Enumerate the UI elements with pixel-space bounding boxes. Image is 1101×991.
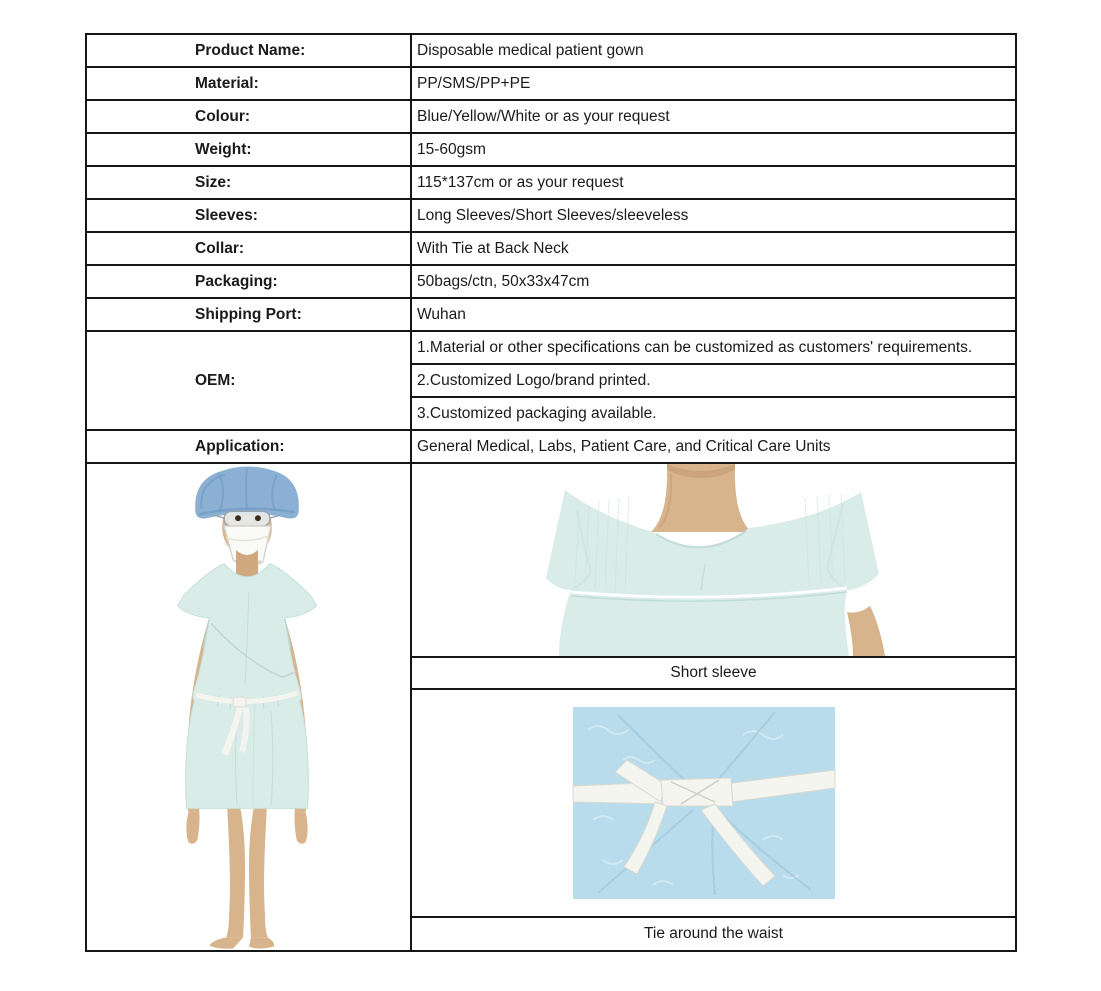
spec-label-shipping-port: Shipping Port: [86, 298, 411, 331]
short-sleeve-photo-cell [411, 463, 1016, 657]
spec-value-material: PP/SMS/PP+PE [411, 67, 1016, 100]
spec-row-size [86, 166, 1016, 199]
spec-value-shipping-port: Wuhan [411, 298, 1016, 331]
spec-label-size: Size: [86, 166, 411, 199]
spec-label-collar: Collar: [86, 232, 411, 265]
spec-row-weight [86, 133, 1016, 166]
patient-gown-mannequin-photo [88, 464, 410, 950]
short-sleeve-closeup-photo [413, 464, 1014, 656]
mannequin-photo-cell [86, 463, 411, 951]
spec-row-colour [86, 100, 1016, 133]
spec-row-shipping-port [86, 298, 1016, 331]
waist-tie-closeup-photo [413, 690, 1014, 916]
spec-row-application [86, 430, 1016, 463]
spec-value-collar: With Tie at Back Neck [411, 232, 1016, 265]
spec-value-oem-1: 1.Material or other specifications can be customized as customers' requirements. [411, 331, 1016, 364]
mannequin-arm [847, 606, 885, 656]
spec-value-oem-3: 3.Customized packaging available. [411, 397, 1016, 430]
spec-label-weight: Weight: [86, 133, 411, 166]
spec-value-application: General Medical, Labs, Patient Care, and Critical Care Units [411, 430, 1016, 463]
spec-value-product-name: Disposable medical patient gown [411, 34, 1016, 67]
short-sleeve-closeup [546, 464, 885, 656]
spec-row-packaging [86, 265, 1016, 298]
spec-label-material: Material: [86, 67, 411, 100]
product-spec-table [85, 33, 1017, 952]
spec-row-product-name [86, 34, 1016, 67]
waist-tie-caption: Tie around the waist [411, 917, 1016, 951]
short-sleeve-caption: Short sleeve [411, 657, 1016, 689]
spec-row-material [86, 67, 1016, 100]
spec-value-packaging: 50bags/ctn, 50x33x47cm [411, 265, 1016, 298]
spec-value-oem-2: 2.Customized Logo/brand printed. [411, 364, 1016, 397]
spec-value-size: 115*137cm or as your request [411, 166, 1016, 199]
spec-label-product-name: Product Name: [86, 34, 411, 67]
spec-row-oem [86, 331, 1016, 364]
waist-tie-closeup [573, 707, 835, 899]
spec-label-application: Application: [86, 430, 411, 463]
waist-tie-photo-cell [411, 689, 1016, 917]
gallery-row-1 [86, 463, 1016, 657]
mannequin-figure [177, 466, 316, 948]
spec-value-weight: 15-60gsm [411, 133, 1016, 166]
spec-row-sleeves [86, 199, 1016, 232]
spec-label-oem: OEM: [86, 331, 411, 430]
spec-label-sleeves: Sleeves: [86, 199, 411, 232]
spec-value-colour: Blue/Yellow/White or as your request [411, 100, 1016, 133]
spec-label-packaging: Packaging: [86, 265, 411, 298]
spec-row-collar [86, 232, 1016, 265]
spec-label-colour: Colour: [86, 100, 411, 133]
spec-value-sleeves: Long Sleeves/Short Sleeves/sleeveless [411, 199, 1016, 232]
mannequin-legs [209, 806, 274, 948]
patient-gown [177, 564, 316, 808]
